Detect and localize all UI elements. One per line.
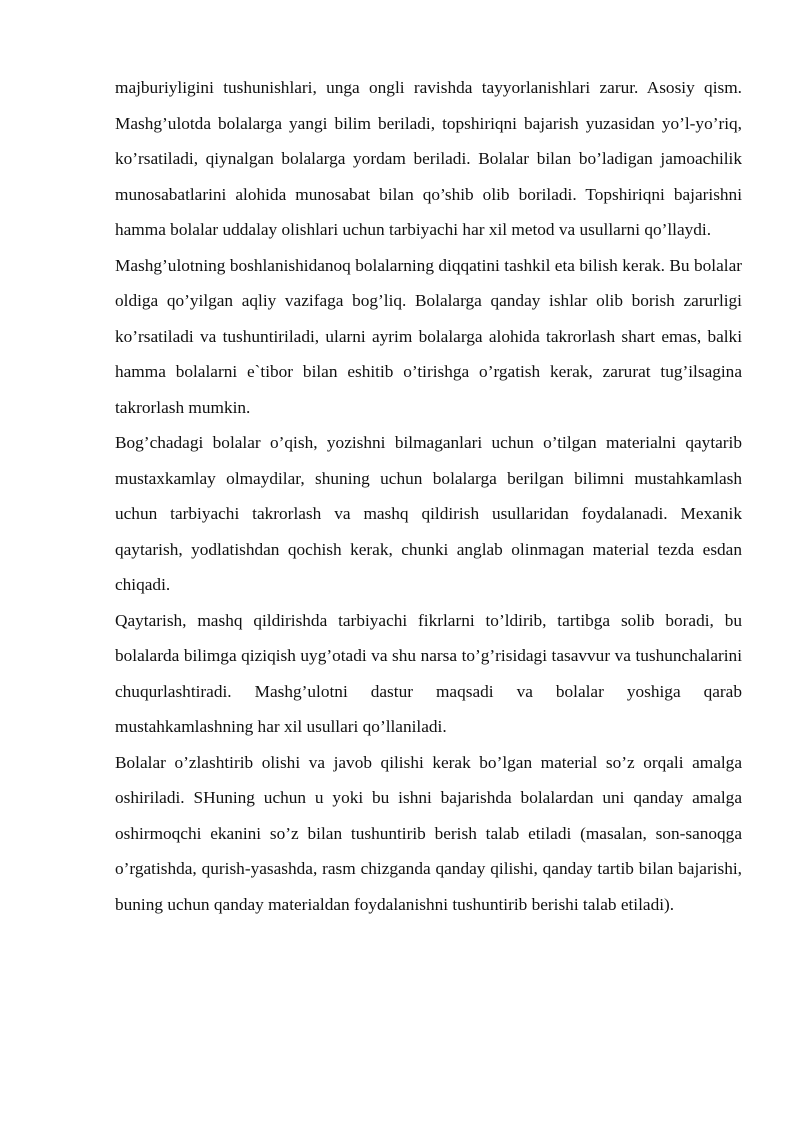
- paragraph-2: Mashg’ulotning boshlanishidanoq bolalarning diqqatini tashkil eta bilish kerak. Bu bolalar oldiga qo’yilgan aqliy vazifaga bog’liq. Bolalarga qanday ishlar olib borish zarurligi ko’rsatiladi va tushuntiriladi, ularni ayrim bolalarga alohida takrorlash shart emas, balki hamma bolalarni e`tibor bilan eshitib o’tirishga o’rgatish kerak, zarurat tug’ilsagina takrorlash mumkin.: [115, 255, 742, 417]
- paragraph-3: Bog’chadagi bolalar o’qish, yozishni bilmaganlari uchun o’tilgan materialni qaytarib mustaxkamlay olmaydilar, shuning uchun bolalarga berilgan bilimni mustahkamlash uchun tarbiyachi takrorlash va mashq qildirish usullaridan foydalanadi. Mexanik qaytarish, yodlatishdan qochish kerak, chunki anglab olinmagan material tezda esdan chiqadi.: [115, 433, 742, 594]
- paragraph-4: Qaytarish, mashq qildirishda tarbiyachi fikrlarni to’ldirib, tartibga solib boradi, bu bolalarda bilimga qiziqish uyg’otadi va shu narsa to’g’risidagi tasavvur va tushunchalarini chuqurlashtiradi. Mashg’ulotni dastur maqsadi va bolalar yoshiga qarab mustahkamlashning har xil usullari qo’llaniladi.: [115, 610, 742, 736]
- paragraph-1: majburiyligini tushunishlari, unga ongli ravishda tayyorlanishlari zarur. Asosiy qism. Mashg’ulotda bolalarga yangi bilim beriladi, topshiriqni bajarish yuzasidan yo’l-yo’riq, ko’rsatiladi, qiynalgan bolalarga yordam beriladi. Bolalar bilan bo’ladigan jamoachilik munosabatlarini alohida munosabat bilan qo’shib olib boriladi. Topshiriqni bajarishni hamma bolalar uddalay olishlari uchun tarbiyachi har xil metod va usullarni qo’llaydi.: [115, 78, 742, 239]
- paragraph-5: Bolalar o’zlashtirib olishi va javob qilishi kerak bo’lgan material so’z orqali amalga oshiriladi. SHuning uchun u yoki bu ishni bajarishda bolalardan uni qanday amalga oshirmoqchi ekanini so’z bilan tushuntirib berish talab etiladi (masalan, son-sanoqga o’rgatishda, qurish-yasashda, rasm chizganda qanday qilishi, qanday tartib bilan bajarishi, buning uchun qanday materialdan foydalanishni tushuntirib berishi talab etiladi).: [115, 752, 742, 914]
- document-page: [115, 70, 742, 922]
